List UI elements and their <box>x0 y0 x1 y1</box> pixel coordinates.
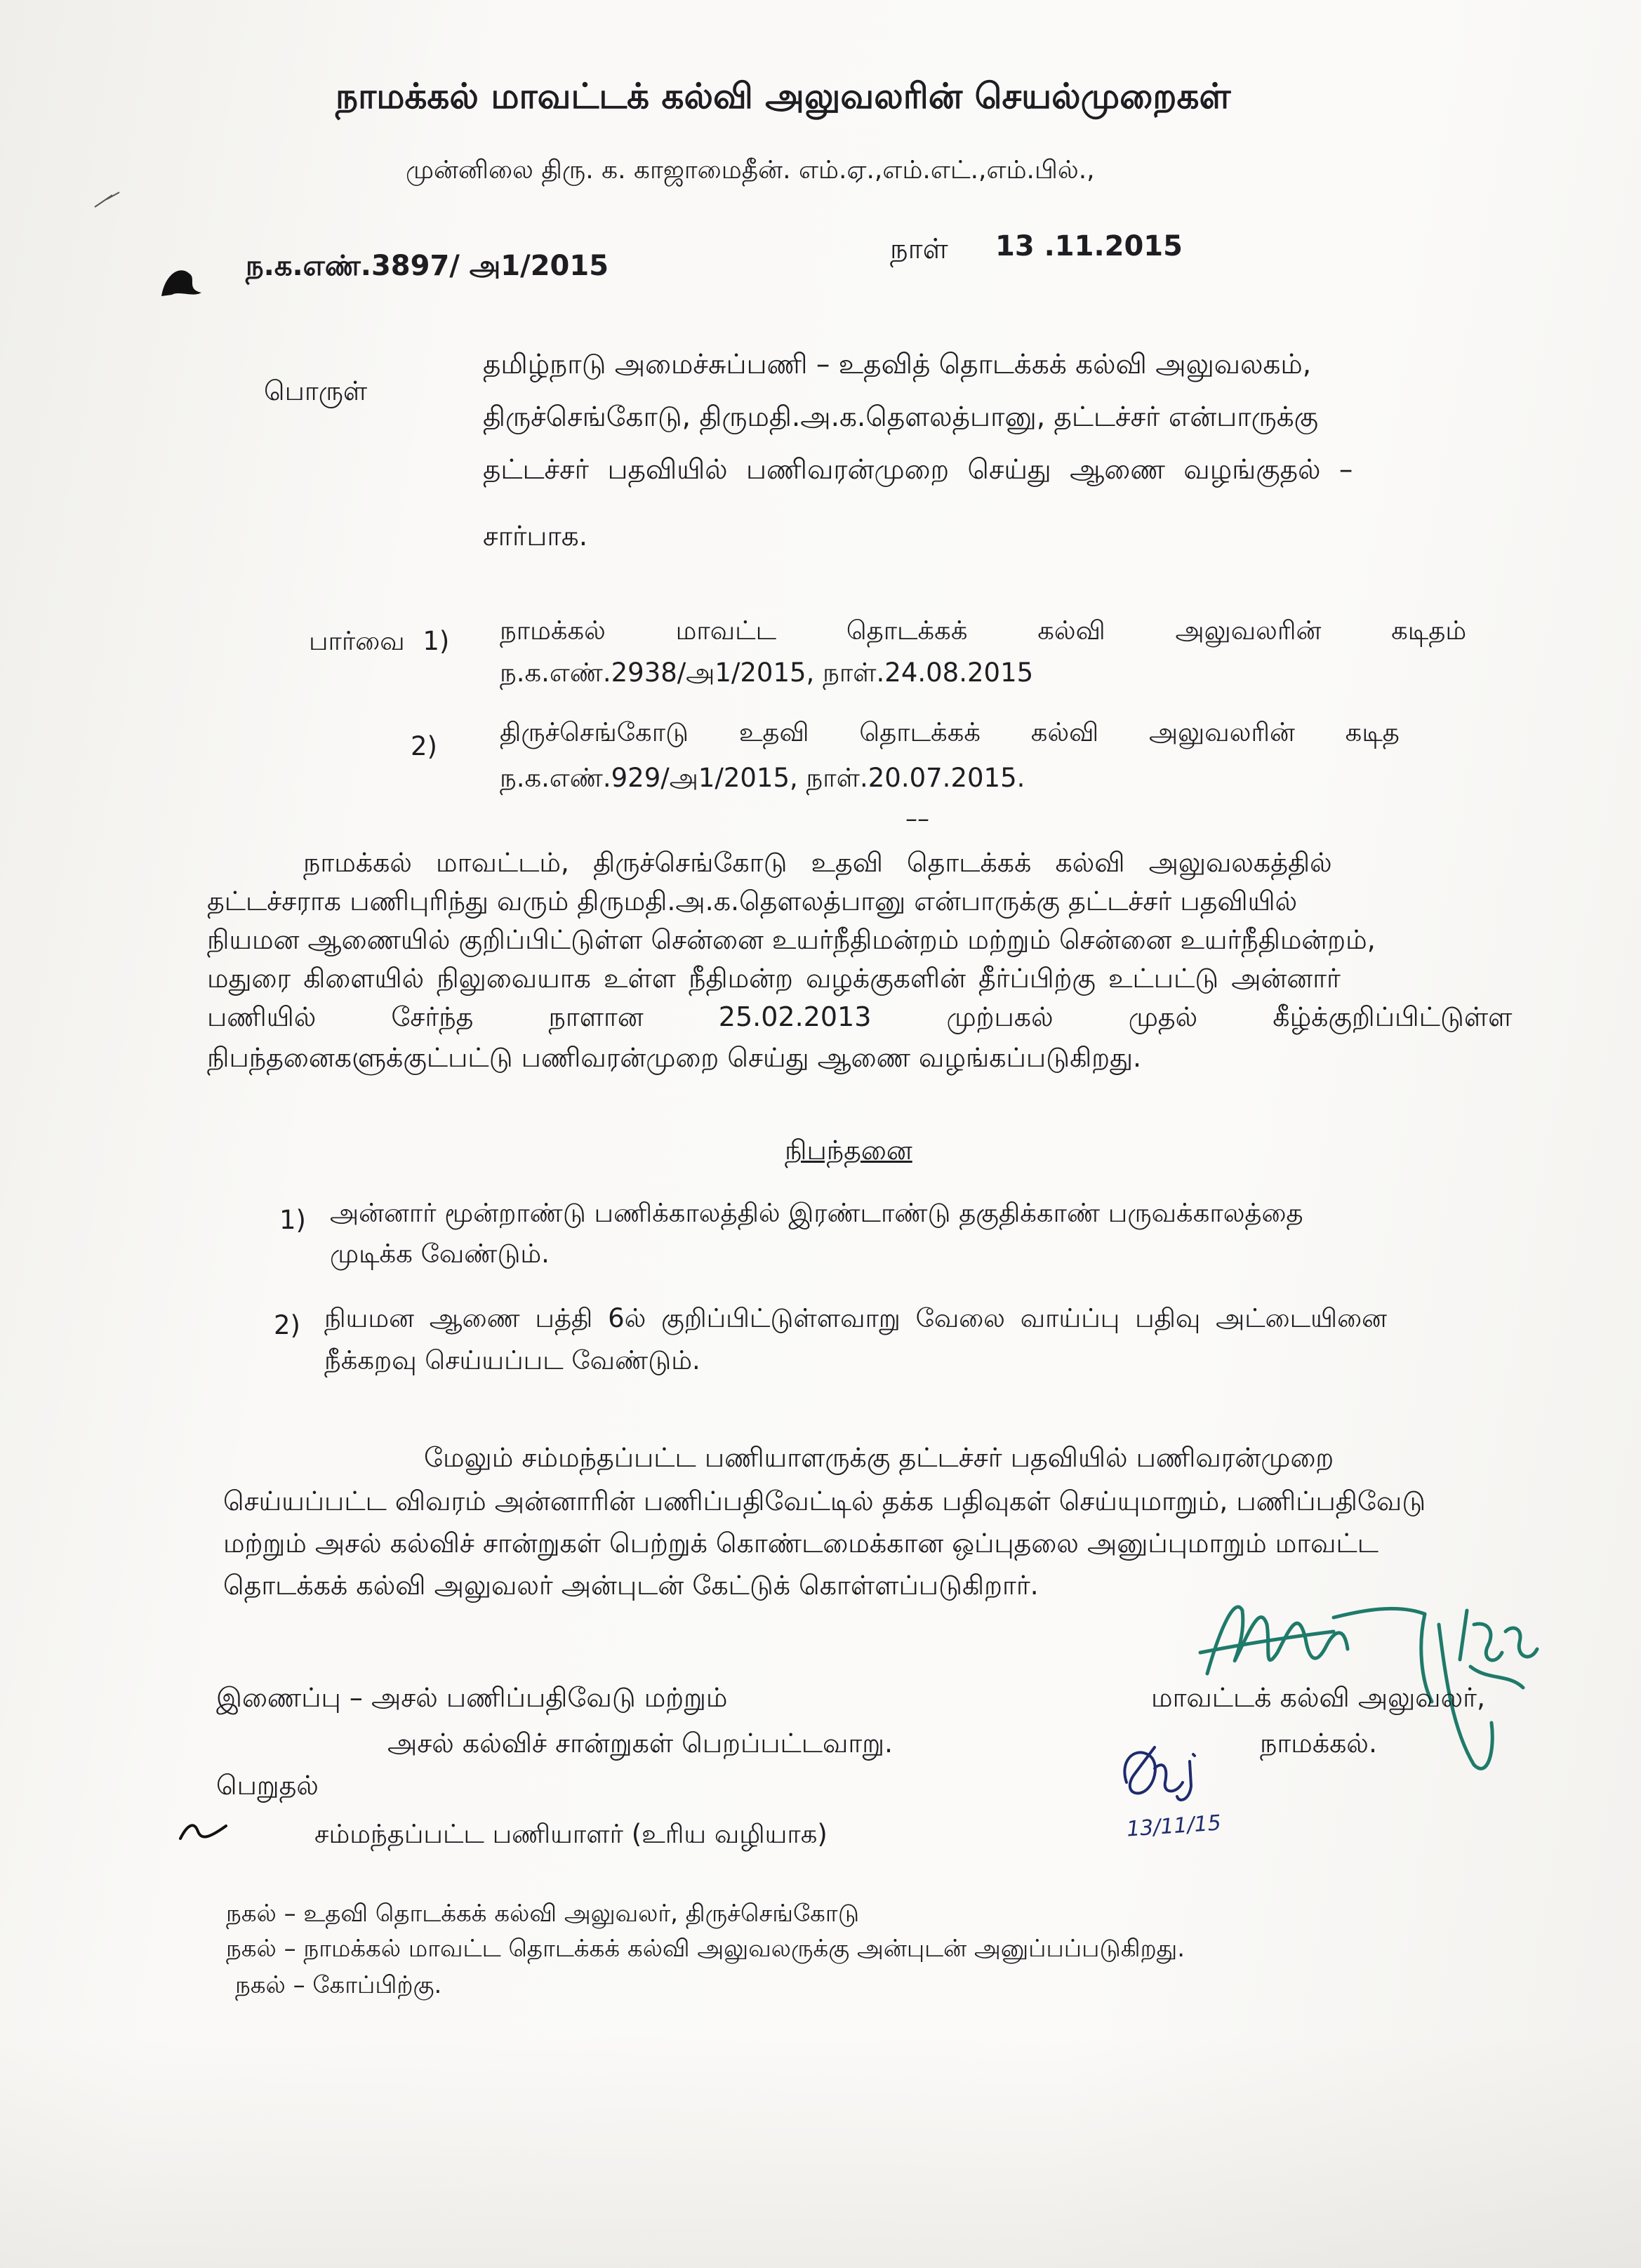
reference-1-line1: நாமக்கல் மாவட்ட தொடக்கக் கல்வி அலுவலரின் கடிதம் <box>500 615 1467 646</box>
enclosure-line-2: அசல் கல்விச் சான்றுகள் பெறப்பட்டவாறு. <box>387 1728 893 1759</box>
pencil-mark-icon <box>91 189 126 211</box>
separator: –– <box>905 805 929 833</box>
closing-line-2: செய்யப்பட்ட விவரம் அன்னாரின் பணிப்பதிவேட்டில் தக்க பதிவுகள் செய்யுமாறும், பணிப்பதிவேடு <box>223 1486 1426 1516</box>
presence-line: முன்னிலை திரு. க. காஜாமைதீன். எம்.ஏ.,எம்.எட்.,எம்.பில்., <box>406 156 1095 185</box>
recipient-label: பெறுதல் <box>216 1770 319 1801</box>
subject-line-4: சார்பாக. <box>483 521 588 552</box>
condition-1-line1: அன்னார் மூன்றாண்டு பணிக்காலத்தில் இரண்டாண்டு தகுதிக்காண் பருவக்காலத்தை <box>330 1198 1303 1228</box>
copy-line-3: நகல் – கோப்பிற்கு. <box>235 1971 442 1999</box>
body-line-3: நியமன ஆணையில் குறிப்பிட்டுள்ள சென்னை உயர்நீதிமன்றம் மற்றும் சென்னை உயர்நீதிமன்றம், <box>207 924 1376 955</box>
subject-line-1-text: தமிழ்நாடு அமைச்சுப்பணி – உதவித் தொடக்கக் கல்வி அலுவலகம், <box>483 349 1312 380</box>
reference-2-num: 2) <box>411 731 437 761</box>
reference-2-line2: ந.க.எண்.929/அ1/2015, நாள்.20.07.2015. <box>500 763 1025 793</box>
body-line-2: தட்டச்சராக பணிபுரிந்து வரும் திருமதி.அ.க.தௌலத்பானு என்பாருக்கு தட்டச்சர் பதவியில் <box>207 886 1298 916</box>
subject-line-3: தட்டச்சர் பதவியில் பணிவரன்முறை செய்து ஆணை வழங்குதல் – <box>483 454 1353 486</box>
signatory-designation: மாவட்டக் கல்வி அலுவலர், <box>1151 1682 1486 1713</box>
recipient-value: சம்மந்தப்பட்ட பணியாளர் (உரிய வழியாக) <box>314 1819 828 1849</box>
subject-label: பொருள் <box>264 375 368 406</box>
condition-1-num: 1) <box>279 1205 306 1235</box>
page-title: நாமக்கல் மாவட்டக் கல்வி அலுவலரின் செயல்முறைகள் <box>335 76 1231 116</box>
date-label: நாள் <box>890 233 948 265</box>
initial-date: 13/11/15 <box>1125 1810 1222 1842</box>
reference-label-text: பார்வை <box>309 626 405 656</box>
subject-line-2 <box>483 403 1515 431</box>
condition-2-line1: நியமன ஆணை பத்தி 6ல் குறிப்பிட்டுள்ளவாறு வேலை வாய்ப்பு பதிவு அட்டையினை <box>324 1303 1387 1333</box>
date-value: 13 .11.2015 <box>995 230 1183 262</box>
pen-tick-icon <box>177 1817 233 1846</box>
body-line-1: நாமக்கல் மாவட்டம், திருச்செங்கோடு உதவி தொடக்கக் கல்வி அலுவலகத்தில் <box>303 847 1332 878</box>
enclosure-line-1: இணைப்பு – அசல் பணிப்பதிவேடு மற்றும் <box>216 1682 728 1713</box>
condition-1-line2: முடிக்க வேண்டும். <box>330 1239 550 1269</box>
conditions-heading: நிபந்தனை <box>785 1135 912 1166</box>
ink-mark-icon <box>158 261 207 303</box>
closing-line-3: மற்றும் அசல் கல்விச் சான்றுகள் பெற்றுக் கொண்டமைக்கான ஒப்புதலை அனுப்புமாறும் மாவட்ட <box>223 1528 1379 1559</box>
reference-2-line1: திருச்செங்கோடு உதவி தொடக்கக் கல்வி அலுவலரின் கடித <box>500 717 1400 747</box>
reference-label <box>309 628 449 654</box>
condition-2-num: 2) <box>274 1310 300 1340</box>
body-line-4: மதுரை கிளையில் நிலுவையாக உள்ள நீதிமன்ற வழக்குகளின் தீர்ப்பிற்கு உட்பட்டு அன்னார் <box>207 963 1341 994</box>
body-line-5: பணியில் சேர்ந்த நாளான 25.02.2013 முற்பகல் முதல் கீழ்க்குறிப்பிட்டுள்ள <box>207 1001 1513 1032</box>
subject-line-1 <box>483 351 1515 378</box>
copy-line-1: நகல் – உதவி தொடக்கக் கல்வி அலுவலர், திருச்செங்கோடு <box>226 1900 860 1928</box>
body-line-6: நிபந்தனைகளுக்குட்பட்டு பணிவரன்முறை செய்து ஆணை வழங்கப்படுகிறது. <box>207 1042 1142 1073</box>
closing-line-4: தொடக்கக் கல்வி அலுவலர் அன்புடன் கேட்டுக் கொள்ளப்படுகிறார். <box>223 1570 1039 1601</box>
condition-2-line2: நீக்கறவு செய்யப்பட வேண்டும். <box>324 1345 700 1375</box>
closing-line-1: மேலும் சம்மந்தப்பட்ட பணியாளருக்கு தட்டச்சர் பதவியில் பணிவரன்முறை <box>424 1442 1334 1473</box>
reference-number: ந.க.எண்.3897/ அ1/2015 <box>246 250 609 282</box>
subject-line-2-text: திருச்செங்கோடு, திருமதி.அ.க.தௌலத்பானு, தட்டச்சர் என்பாருக்கு <box>483 401 1319 433</box>
initial-signature <box>1112 1733 1225 1810</box>
signatory-place: நாமக்கல். <box>1260 1728 1378 1759</box>
copy-line-2: நகல் – நாமக்கல் மாவட்ட தொடக்கக் கல்வி அலுவலருக்கு அன்புடன் அனுப்பப்படுகிறது. <box>226 1935 1185 1963</box>
reference-1-num: 1) <box>423 626 450 656</box>
page-shadow <box>0 2035 1641 2268</box>
reference-1-line2: ந.க.எண்.2938/அ1/2015, நாள்.24.08.2015 <box>500 658 1034 688</box>
